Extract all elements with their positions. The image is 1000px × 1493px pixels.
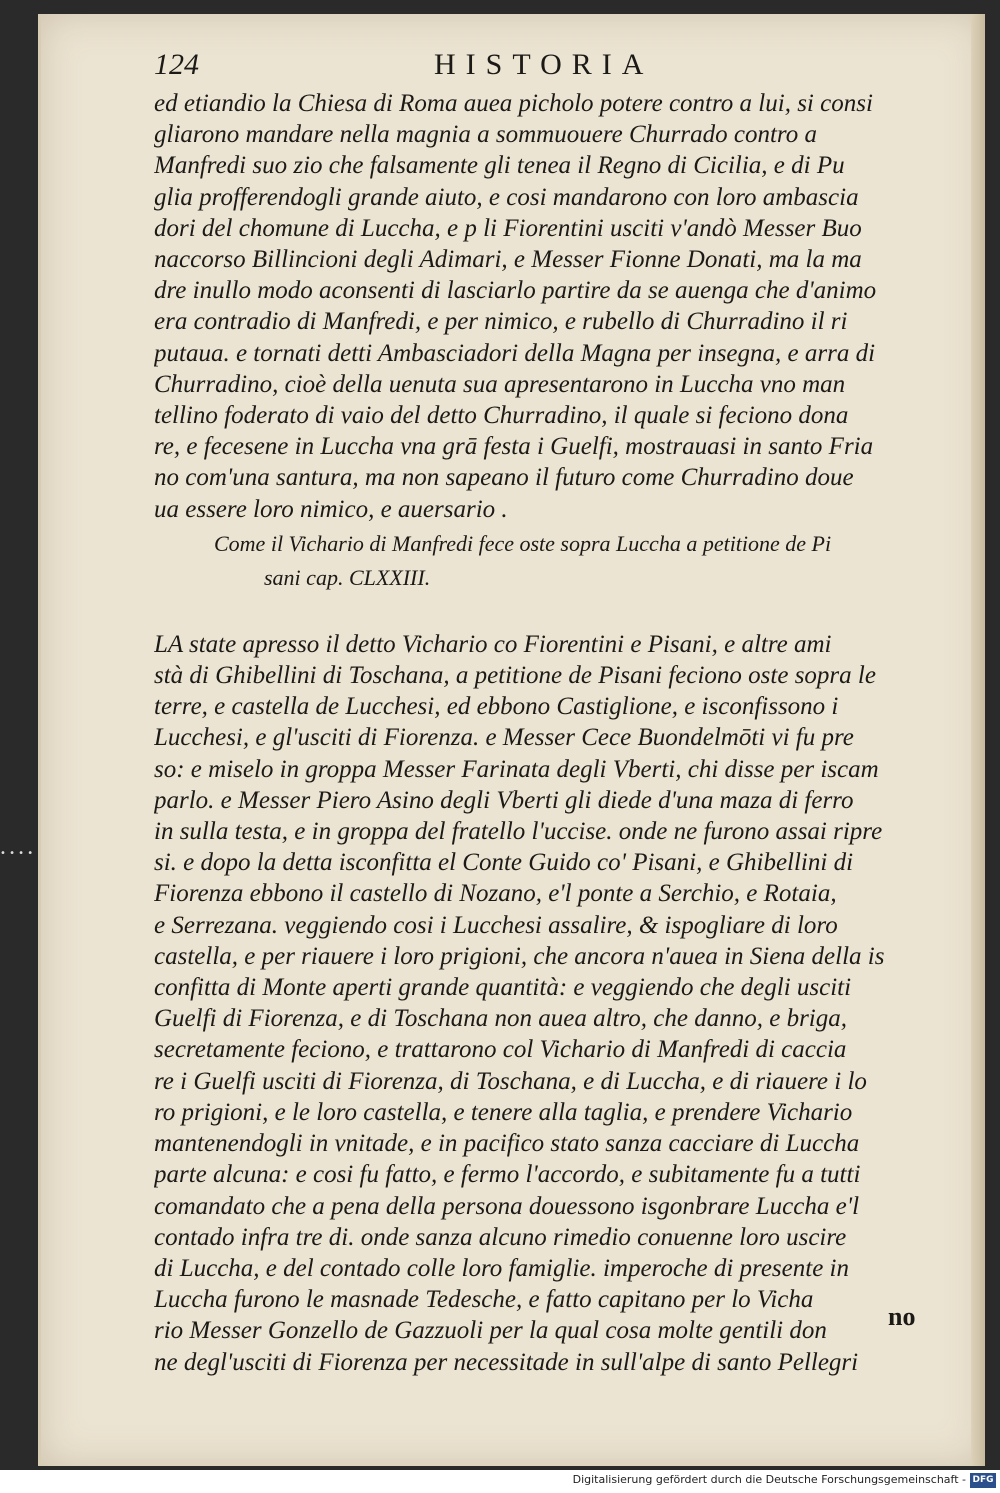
text-line: parte alcuna: e cosi fu fatto, e fermo l'accordo, e subitamente fu a tutti (154, 1161, 861, 1189)
text-line: castella, e per riauere i loro prigioni, che ancora n'auea in Siena della is (154, 942, 885, 970)
running-title: HISTORIA (434, 48, 654, 81)
text-line: Luccha furono le masnade Tedesche, e fatto capitano per lo Vicha (154, 1286, 814, 1314)
text-line: tellino foderato di vaio del detto Churradino, il quale si feciono dona (154, 402, 849, 430)
text-line: confitta di Monte aperti grande quantità: e veggiendo che degli usciti (154, 974, 852, 1002)
catchword: no (888, 1302, 916, 1331)
text-line: Manfredi suo zio che falsamente gli tenea il Regno di Cicilia, e di Pu (154, 152, 845, 180)
text-line: ne degl'usciti di Fiorenza per necessitade in sull'alpe di santo Pellegri (154, 1348, 859, 1376)
text-line: mantenendogli in vnitade, e in pacifico stato sanza cacciare di Luccha (154, 1130, 860, 1158)
text-line: LA state apresso il detto Vichario co Fiorentini e Pisani, e altre ami (154, 630, 832, 658)
paragraph-2 (154, 629, 924, 1378)
text-line: re, e fecesene in Luccha vna grā festa i Guelfi, mostrauasi in santo Fria (154, 433, 874, 461)
spacer (154, 593, 924, 629)
caption-line: sani cap. CLXXIII. (264, 564, 431, 590)
text-line: di Luccha, e del contado colle loro famiglie. imperoche di presente in (154, 1254, 849, 1282)
chapter-caption (154, 529, 924, 593)
folio-number: 124 (154, 48, 199, 81)
text-line: si. e dopo la detta isconfitta el Conte Guido co' Pisani, e Ghibellini di (154, 849, 854, 877)
text-line: gliarono mandare nella magnia a sommuouere Churrado contro a (154, 121, 817, 149)
text-line: stà di Ghibellini di Toschana, a petitione de Pisani feciono oste sopra le (154, 662, 876, 690)
text-line: era contradio di Manfredi, e per nimico, e rubello di Churradino il ri (154, 308, 848, 336)
footer-strip (0, 1470, 1000, 1493)
text-line: dori del chomune di Luccha, e p li Fiorentini usciti v'andò Messer Buo (154, 214, 862, 242)
funding-credit: Digitalisierung gefördert durch die Deutsche Forschungsgemeinschaft - (572, 1473, 966, 1486)
text-line: ua essere loro nimico, e auersario . (154, 495, 508, 523)
text-line: Fiorenza ebbono il castello di Nozano, e'l ponte a Serchio, e Rotaia, (154, 880, 837, 908)
text-line: ed etiandio la Chiesa di Roma auea picholo potere contro a lui, si consi (154, 90, 873, 117)
text-line: comandato che a pena della persona douessono isgonbrare Luccha e'l (154, 1192, 860, 1220)
text-line: so: e miselo in groppa Messer Farinata degli Vberti, chi disse per iscam (154, 755, 879, 783)
running-head (154, 48, 924, 88)
text-line: re i Guelfi usciti di Fiorenza, di Toschana, e di Luccha, e di riauere i lo (154, 1067, 867, 1095)
text-line: rio Messer Gonzello de Gazzuoli per la qual cosa molte gentili don (154, 1317, 827, 1345)
text-block (154, 48, 924, 1378)
text-line: e Serrezana. veggiendo cosi i Lucchesi assalire, & ispogliare di loro (154, 911, 838, 939)
text-line: in sulla testa, e in groppa del fratello l'uccise. onde ne furono assai ripre (154, 818, 883, 846)
text-line: glia profferendogli grande aiuto, e cosi mandarono con loro ambascia (154, 183, 859, 211)
text-line: Guelfi di Fiorenza, e di Toschana non auea altro, che danno, e briga, (154, 1005, 848, 1033)
text-line: naccorso Billincioni degli Adimari, e Messer Fionne Donati, ma la ma (154, 246, 862, 274)
text-line: terre, e castella de Lucchesi, ed ebbono Castiglione, e isconfissono i (154, 693, 839, 721)
paragraph-1 (154, 88, 924, 525)
dfg-logo-icon: DFG (970, 1473, 996, 1488)
text-line: no com'una santura, ma non sapeano il futuro come Churradino doue (154, 464, 854, 492)
page-edge (971, 14, 985, 1466)
text-line: secretamente feciono, e trattarono col Vichario di Manfredi di caccia (154, 1036, 847, 1064)
text-line: parlo. e Messer Piero Asino degli Vberti gli diede d'una maza di ferro (154, 786, 854, 814)
text-line: ro prigioni, e le loro castella, e tenere alla taglia, e prendere Vichario (154, 1098, 853, 1126)
caption-line: Come il Vichario di Manfredi fece oste sopra Luccha a petitione de Pi (214, 530, 832, 556)
text-line: dre inullo modo aconsenti di lasciarlo partire da se auenga che d'animo (154, 277, 877, 305)
text-line: contado infra tre di. onde sanza alcuno rimedio conuenne loro uscire (154, 1223, 847, 1251)
text-line: Churradino, cioè della uenuta sua apresentarono in Luccha vno man (154, 370, 846, 398)
text-line: putaua. e tornati detti Ambasciadori della Magna per insegna, e arra di (154, 339, 876, 367)
text-line: Lucchesi, e gl'usciti di Fiorenza. e Messer Cece Buondelmōti vi fu pre (154, 724, 854, 752)
margin-dots: • • • • (0, 848, 34, 859)
